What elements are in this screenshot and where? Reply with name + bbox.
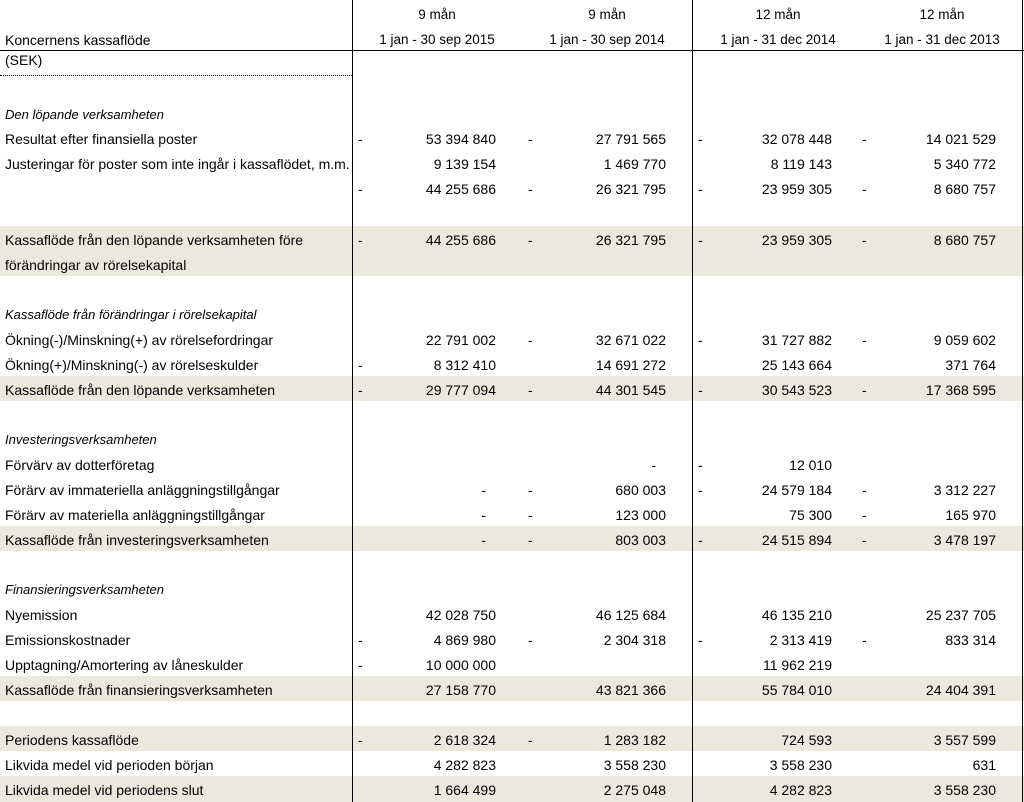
row-label: Kassaflöde från den löpande verksamheten före	[5, 232, 304, 248]
cell-sign: -	[862, 532, 867, 548]
cell-value: 26 321 795	[595, 181, 666, 197]
cell-value: 24 515 894	[761, 532, 832, 548]
cell-value: 23 959 305	[761, 181, 832, 197]
row-label: Emissionskostnader	[5, 632, 131, 648]
cell-value: 8 680 757	[933, 181, 996, 197]
cell-sign: -	[528, 482, 533, 498]
cell-value: 165 970	[945, 507, 996, 523]
cell-value: 44 255 686	[425, 232, 496, 248]
cell-value: 2 304 318	[603, 632, 666, 648]
cell-value: 3 557 599	[933, 732, 996, 748]
column-period-range: 1 jan - 31 dec 2013	[884, 32, 1000, 47]
cell-value: 833 314	[945, 632, 996, 648]
header-bottom-rule	[0, 50, 1024, 51]
cell-sign: -	[698, 382, 703, 398]
cell-value: 803 003	[615, 532, 666, 548]
cell-value: 44 255 686	[425, 181, 496, 197]
cell-value: 8 680 757	[933, 232, 996, 248]
cell-value: 46 125 684	[595, 607, 666, 623]
cell-value: 32 078 448	[761, 131, 832, 147]
column-period-range: 1 jan - 30 sep 2015	[379, 32, 495, 47]
cell-value: 22 791 002	[425, 332, 496, 348]
cell-sign: -	[358, 382, 363, 398]
cell-value: 42 028 750	[425, 607, 496, 623]
section-heading: Finansieringsverksamheten	[5, 582, 164, 597]
cell-value: 11 962 219	[762, 657, 832, 673]
cell-value: 1 469 770	[603, 156, 666, 172]
cell-value: 44 301 545	[595, 382, 666, 398]
section-heading: Investeringsverksamheten	[5, 432, 157, 447]
cell-value: 27 158 770	[425, 682, 496, 698]
cell-sign: -	[862, 382, 867, 398]
section-heading: Den löpande verksamheten	[5, 107, 164, 122]
cell-value: 23 959 305	[761, 232, 832, 248]
cell-sign: -	[528, 332, 533, 348]
row-label: Förvärv av dotterföretag	[5, 457, 155, 473]
cell-sign: -	[528, 131, 533, 147]
cell-value: 26 321 795	[595, 232, 666, 248]
cell-sign: -	[528, 732, 533, 748]
statement-title: Koncernens kassaflöde	[5, 32, 151, 48]
cell-value: 24 579 184	[761, 482, 832, 498]
column-divider	[692, 0, 693, 802]
column-period-top: 9 mån	[588, 7, 626, 22]
cell-sign: -	[862, 482, 867, 498]
cell-value: 55 784 010	[761, 682, 832, 698]
cell-value: 75 300	[789, 507, 832, 523]
cell-sign: -	[862, 131, 867, 147]
cell-sign: -	[698, 232, 703, 248]
cell-sign: -	[358, 181, 363, 197]
cell-sign: -	[698, 457, 703, 473]
cell-value: 2 618 324	[433, 732, 496, 748]
row-label: Likvida medel vid perioden början	[5, 757, 214, 773]
cell-value: 25 143 664	[761, 357, 832, 373]
cell-value: 14 691 272	[595, 357, 666, 373]
row-label: Förärv av immateriella anläggningstillgångar	[5, 482, 280, 498]
cell-sign: -	[698, 332, 703, 348]
column-divider	[352, 0, 353, 802]
cell-value: 2 313 419	[769, 632, 832, 648]
cell-sign: -	[698, 482, 703, 498]
cell-sign: -	[528, 532, 533, 548]
cell-value: 680 003	[615, 482, 666, 498]
cell-value: 30 543 523	[761, 382, 832, 398]
cell-value: 31 727 882	[761, 332, 832, 348]
cell-value: -	[481, 507, 486, 523]
cell-value: -	[481, 532, 486, 548]
cell-value: 14 021 529	[925, 131, 996, 147]
row-label: Nyemission	[5, 607, 78, 623]
cell-sign: -	[698, 632, 703, 648]
cell-sign: -	[528, 632, 533, 648]
cell-sign: -	[862, 181, 867, 197]
currency-unit: (SEK)	[5, 52, 43, 68]
cell-value: 631	[972, 757, 996, 773]
cell-sign: -	[358, 131, 363, 147]
cell-value: 9 139 154	[433, 156, 496, 172]
cell-sign: -	[862, 232, 867, 248]
column-period-range: 1 jan - 30 sep 2014	[549, 32, 665, 47]
cell-value: 25 237 705	[925, 607, 996, 623]
row-label: Resultat efter finansiella poster	[5, 131, 198, 147]
cell-value: 32 671 022	[595, 332, 666, 348]
cell-value: 43 821 366	[595, 682, 666, 698]
cell-value: 24 404 391	[925, 682, 996, 698]
row-label: Kassaflöde från finansieringsverksamheten	[5, 682, 273, 698]
cell-sign: -	[528, 181, 533, 197]
cell-value: 3 558 230	[603, 757, 666, 773]
unit-dotted-rule	[0, 75, 352, 76]
cell-value: -	[651, 457, 656, 473]
row-label: Ökning(+)/Minskning(-) av rörelseskulder	[5, 357, 259, 373]
cell-value: 5 340 772	[933, 156, 996, 172]
cell-value: 9 059 602	[933, 332, 996, 348]
cell-sign: -	[862, 632, 867, 648]
cell-value: 1 283 182	[603, 732, 666, 748]
cell-sign: -	[528, 507, 533, 523]
cell-sign: -	[358, 232, 363, 248]
shade-band	[0, 726, 1024, 751]
cell-value: 1 664 499	[433, 782, 496, 798]
cell-sign: -	[358, 357, 363, 373]
cell-value: 12 010	[789, 457, 832, 473]
cell-value: 3 558 230	[933, 782, 996, 798]
cell-sign: -	[698, 181, 703, 197]
row-label: Kassaflöde från investeringsverksamheten	[5, 532, 269, 548]
cell-value: 2 275 048	[603, 782, 666, 798]
cell-sign: -	[528, 232, 533, 248]
row-label: Upptagning/Amortering av låneskulder	[5, 657, 244, 673]
row-label: Ökning(-)/Minskning(+) av rörelsefordringar	[5, 332, 274, 348]
row-label: Förärv av materiella anläggningstillgångar	[5, 507, 265, 523]
cell-value: 4 282 823	[433, 757, 496, 773]
cell-sign: -	[862, 332, 867, 348]
column-period-top: 9 mån	[418, 7, 456, 22]
cell-value: 27 791 565	[595, 131, 666, 147]
section-heading: Kassaflöde från förändringar i rörelsekapital	[5, 307, 257, 322]
row-label: Kassaflöde från den löpande verksamheten	[5, 382, 276, 398]
cell-value: 10 000 000	[425, 657, 496, 673]
row-label: Likvida medel vid periodens slut	[5, 782, 204, 798]
cell-value: 3 478 197	[933, 532, 996, 548]
cell-value: 53 394 840	[425, 131, 496, 147]
cell-value: 4 869 980	[433, 632, 496, 648]
cell-sign: -	[358, 632, 363, 648]
cell-value: 29 777 094	[425, 382, 496, 398]
cell-sign: -	[528, 382, 533, 398]
cell-value: 8 119 143	[770, 156, 832, 172]
cell-value: 17 368 595	[925, 382, 996, 398]
cell-value: 123 000	[615, 507, 666, 523]
cell-value: 46 135 210	[761, 607, 832, 623]
cell-value: 371 764	[945, 357, 996, 373]
cell-value: 8 312 410	[433, 357, 496, 373]
cell-value: 3 558 230	[769, 757, 832, 773]
cell-value: -	[481, 482, 486, 498]
row-label-continued: förändringar av rörelsekapital	[5, 257, 187, 273]
column-divider	[1022, 0, 1023, 802]
row-label: Periodens kassaflöde	[5, 732, 139, 748]
cell-sign: -	[358, 732, 363, 748]
column-period-top: 12 mån	[755, 7, 801, 22]
cell-sign: -	[698, 532, 703, 548]
cell-sign: -	[698, 131, 703, 147]
cell-value: 4 282 823	[769, 782, 832, 798]
cell-sign: -	[862, 507, 867, 523]
cell-sign: -	[358, 657, 363, 673]
cell-value: 3 312 227	[933, 482, 996, 498]
column-period-range: 1 jan - 31 dec 2014	[720, 32, 836, 47]
column-period-top: 12 mån	[919, 7, 965, 22]
row-label: Justeringar för poster som inte ingår i kassaflödet, m.m.	[5, 156, 350, 172]
cell-value: 724 593	[781, 732, 832, 748]
